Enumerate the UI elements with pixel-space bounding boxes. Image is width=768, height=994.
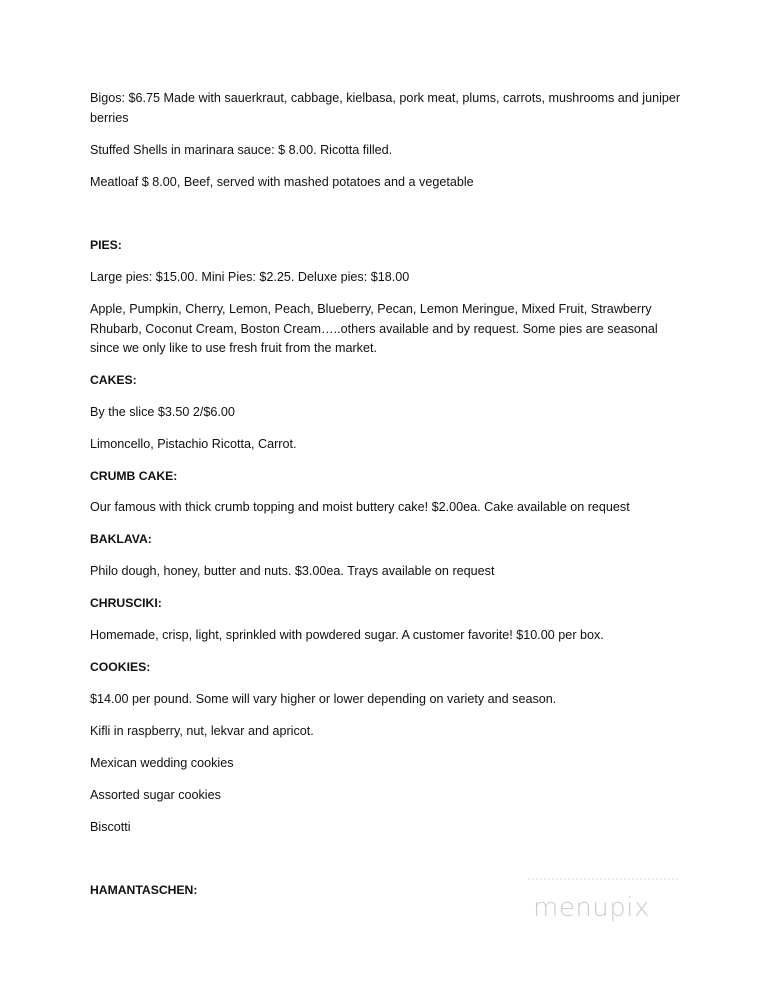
section-heading-cookies: COOKIES: [90, 660, 151, 674]
section-heading-pies: PIES: [90, 238, 122, 252]
cookie-item: Biscotti [90, 820, 131, 834]
cookie-item: Kifli in raspberry, nut, lekvar and apricot. [90, 724, 314, 738]
chrusciki-text: Homemade, crisp, light, sprinkled with powdered sugar. A customer favorite! $10.00 per box. [90, 628, 604, 642]
watermark-logo: menupix [533, 893, 650, 923]
section-heading-chrusciki: CHRUSCIKI: [90, 596, 162, 610]
crumb-cake-text: Our famous with thick crumb topping and moist buttery cake! $2.00ea. Cake available on request [90, 500, 630, 514]
menu-item-bigos: Bigos: $6.75 Made with sauerkraut, cabbage, kielbasa, pork meat, plums, carrots, mushrooms and juniper berries [90, 91, 681, 125]
cookies-price: $14.00 per pound. Some will vary higher or lower depending on variety and season. [90, 692, 557, 706]
watermark-decoration [528, 878, 678, 886]
pies-varieties: Apple, Pumpkin, Cherry, Lemon, Peach, Blueberry, Pecan, Lemon Meringue, Mixed Fruit, Strawberry Rhubarb, Coconut Cream, Boston Cream…..others available and by request. Some pies are seasonal since we only like to use fresh fruit from the market. [90, 302, 658, 355]
cakes-varieties: Limoncello, Pistachio Ricotta, Carrot. [90, 437, 297, 451]
baklava-text: Philo dough, honey, butter and nuts. $3.00ea. Trays available on request [90, 564, 495, 578]
menu-item-meatloaf: Meatloaf $ 8.00, Beef, served with mashed potatoes and a vegetable [90, 175, 474, 189]
cakes-prices: By the slice $3.50 2/$6.00 [90, 405, 235, 419]
section-heading-crumb-cake: CRUMB CAKE: [90, 469, 178, 483]
pies-prices: Large pies: $15.00. Mini Pies: $2.25. Deluxe pies: $18.00 [90, 270, 410, 284]
menu-item-stuffed-shells: Stuffed Shells in marinara sauce: $ 8.00. Ricotta filled. [90, 143, 393, 157]
section-heading-baklava: BAKLAVA: [90, 532, 152, 546]
section-heading-hamantaschen: HAMANTASCHEN: [90, 883, 198, 897]
cookie-item: Mexican wedding cookies [90, 756, 234, 770]
section-heading-cakes: CAKES: [90, 373, 137, 387]
cookie-item: Assorted sugar cookies [90, 788, 221, 802]
